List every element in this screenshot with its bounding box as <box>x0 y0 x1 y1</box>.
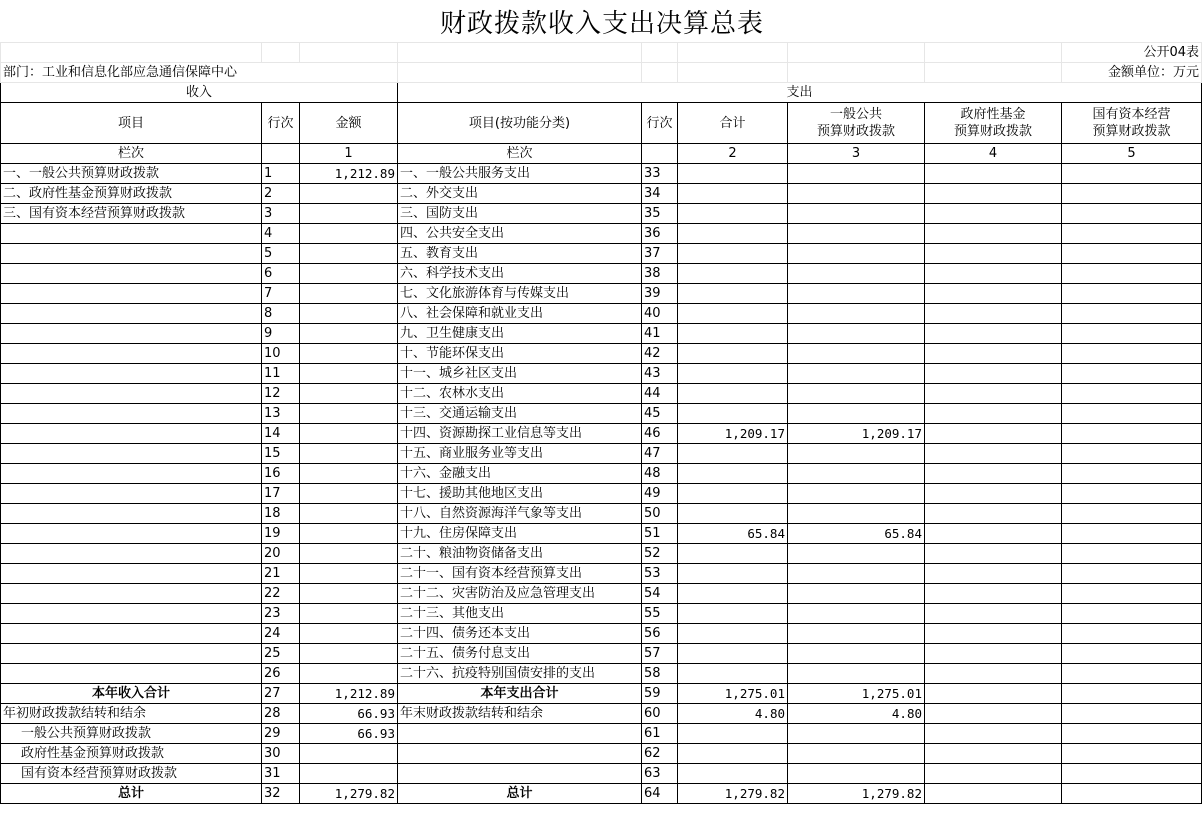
unit-label: 金额单位：万元 <box>1062 63 1202 83</box>
cell-in-amt <box>300 404 398 424</box>
cell-ex-item: 七、文化旅游体育与传媒支出 <box>398 284 642 304</box>
cell-in-amt <box>300 344 398 364</box>
carry-general-row: 一般公共预算财政拨款 29 66.93 61 <box>1 724 1202 744</box>
table-row <box>1 424 1202 444</box>
cell-in-no: 18 <box>262 504 300 524</box>
cell-in-amt <box>300 524 398 544</box>
cell-ex-no: 54 <box>642 584 678 604</box>
cell-in-no: 7 <box>262 284 300 304</box>
cell-ex-no: 35 <box>642 204 678 224</box>
table-row <box>1 464 1202 484</box>
table-row <box>1 164 1202 184</box>
cell-ex-item: 十六、金融支出 <box>398 464 642 484</box>
cell-in-amt <box>300 644 398 664</box>
cell-ex-item: 二、外交支出 <box>398 184 642 204</box>
cell-fund <box>925 644 1062 664</box>
table-row <box>1 624 1202 644</box>
cell-ex-item: 二十二、灾害防治及应急管理支出 <box>398 584 642 604</box>
cell-total <box>678 644 788 664</box>
income-header: 收入 <box>1 83 398 103</box>
cell-in-item <box>1 244 262 264</box>
table-row <box>1 604 1202 624</box>
cell-ex-item: 十七、援助其他地区支出 <box>398 484 642 504</box>
cell-in-amt <box>300 204 398 224</box>
cell-in-item <box>1 544 262 564</box>
cell-in-item <box>1 364 262 384</box>
cell-in-amt <box>300 244 398 264</box>
cell-ex-no: 34 <box>642 184 678 204</box>
cell-ex-no: 39 <box>642 284 678 304</box>
table-row <box>1 564 1202 584</box>
cell-in-no: 20 <box>262 544 300 564</box>
col-item: 项目 <box>1 103 262 144</box>
cell-general <box>788 584 925 604</box>
cell-total <box>678 324 788 344</box>
cell-state <box>1062 624 1202 644</box>
cell-general <box>788 544 925 564</box>
cell-in-no: 8 <box>262 304 300 324</box>
cell-state <box>1062 224 1202 244</box>
cell-ex-item: 二十六、抗疫特别国债安排的支出 <box>398 664 642 684</box>
cell-ex-item: 九、卫生健康支出 <box>398 324 642 344</box>
cell-ex-item: 十一、城乡社区支出 <box>398 364 642 384</box>
cell-state <box>1062 564 1202 584</box>
cell-ex-no: 37 <box>642 244 678 264</box>
cell-in-no: 14 <box>262 424 300 444</box>
cell-state <box>1062 284 1202 304</box>
cell-in-no: 17 <box>262 484 300 504</box>
cell-in-item <box>1 644 262 664</box>
cell-general <box>788 344 925 364</box>
cell-total <box>678 224 788 244</box>
cell-total <box>678 604 788 624</box>
cell-ex-no: 42 <box>642 344 678 364</box>
cell-total <box>678 444 788 464</box>
table-row <box>1 324 1202 344</box>
table-row <box>1 244 1202 264</box>
cell-ex-no: 33 <box>642 164 678 184</box>
cell-ex-no: 46 <box>642 424 678 444</box>
cell-ex-no: 57 <box>642 644 678 664</box>
cell-total <box>678 304 788 324</box>
carry-over-row: 年初财政拨款结转和结余 28 66.93 年末财政拨款结转和结余 60 4.80 4.80 <box>1 704 1202 724</box>
cell-ex-item: 八、社会保障和就业支出 <box>398 304 642 324</box>
cell-ex-no: 44 <box>642 384 678 404</box>
cell-state <box>1062 204 1202 224</box>
col-row-no: 行次 <box>262 103 300 144</box>
cell-in-amt <box>300 564 398 584</box>
cell-ex-item: 四、公共安全支出 <box>398 224 642 244</box>
income-total-row: 本年收入合计 27 1,212.89 本年支出合计 59 1,275.01 1,275.01 <box>1 684 1202 704</box>
cell-ex-item: 十四、资源勘探工业信息等支出 <box>398 424 642 444</box>
table-row <box>1 364 1202 384</box>
cell-in-no: 22 <box>262 584 300 604</box>
cell-in-amt <box>300 384 398 404</box>
cell-in-item <box>1 384 262 404</box>
cell-ex-no: 58 <box>642 664 678 684</box>
cell-in-no: 10 <box>262 344 300 364</box>
table-row <box>1 644 1202 664</box>
col-total: 合计 <box>678 103 788 144</box>
cell-in-no: 1 <box>262 164 300 184</box>
cell-total: 1,209.17 <box>678 424 788 444</box>
cell-total <box>678 244 788 264</box>
cell-in-amt <box>300 444 398 464</box>
cell-ex-item: 三、国防支出 <box>398 204 642 224</box>
cell-fund <box>925 424 1062 444</box>
table-row <box>1 184 1202 204</box>
table-row <box>1 484 1202 504</box>
cell-in-item <box>1 324 262 344</box>
cell-general <box>788 404 925 424</box>
cell-general <box>788 164 925 184</box>
cell-in-item <box>1 604 262 624</box>
cell-in-item <box>1 484 262 504</box>
cell-total <box>678 464 788 484</box>
cell-ex-item: 二十三、其他支出 <box>398 604 642 624</box>
cell-in-item: 三、国有资本经营预算财政拨款 <box>1 204 262 224</box>
cell-in-amt <box>300 664 398 684</box>
cell-in-amt <box>300 464 398 484</box>
cell-in-amt: 1,212.89 <box>300 164 398 184</box>
table-row <box>1 444 1202 464</box>
cell-total <box>678 284 788 304</box>
cell-ex-no: 55 <box>642 604 678 624</box>
cell-ex-no: 49 <box>642 484 678 504</box>
cell-fund <box>925 604 1062 624</box>
col-row-no-2: 行次 <box>642 103 678 144</box>
table-row <box>1 584 1202 604</box>
cell-in-no: 11 <box>262 364 300 384</box>
cell-general <box>788 624 925 644</box>
cell-in-no: 13 <box>262 404 300 424</box>
cell-state <box>1062 604 1202 624</box>
cell-ex-no: 53 <box>642 564 678 584</box>
header-group-row <box>1 83 1202 103</box>
cell-state <box>1062 324 1202 344</box>
cell-ex-item: 一、一般公共服务支出 <box>398 164 642 184</box>
cell-general <box>788 604 925 624</box>
cell-in-item <box>1 664 262 684</box>
cell-in-no: 25 <box>262 644 300 664</box>
column-number-row: 栏次 1 栏次 2 3 4 5 <box>1 144 1202 164</box>
cell-total <box>678 544 788 564</box>
grand-total-row: 总计 32 1,279.82 总计 64 1,279.82 1,279.82 <box>1 784 1202 804</box>
cell-in-no: 3 <box>262 204 300 224</box>
cell-fund <box>925 224 1062 244</box>
table-row <box>1 524 1202 544</box>
cell-in-amt <box>300 504 398 524</box>
cell-general <box>788 304 925 324</box>
cell-in-item <box>1 224 262 244</box>
col-state: 国有资本经营 预算财政拨款 <box>1062 103 1202 144</box>
cell-fund <box>925 504 1062 524</box>
table-row <box>1 264 1202 284</box>
cell-in-item <box>1 284 262 304</box>
cell-general <box>788 644 925 664</box>
cell-fund <box>925 204 1062 224</box>
cell-in-amt <box>300 484 398 504</box>
cell-in-item <box>1 344 262 364</box>
table-row <box>1 344 1202 364</box>
cell-in-amt <box>300 324 398 344</box>
cell-general <box>788 444 925 464</box>
cell-ex-item: 十八、自然资源海洋气象等支出 <box>398 504 642 524</box>
cell-state <box>1062 484 1202 504</box>
cell-ex-no: 40 <box>642 304 678 324</box>
col-fund: 政府性基金 预算财政拨款 <box>925 103 1062 144</box>
cell-in-no: 2 <box>262 184 300 204</box>
table-row <box>1 224 1202 244</box>
budget-table <box>0 42 1202 804</box>
cell-general <box>788 364 925 384</box>
cell-total <box>678 504 788 524</box>
cell-in-no: 6 <box>262 264 300 284</box>
cell-state <box>1062 304 1202 324</box>
cell-fund <box>925 404 1062 424</box>
department-label: 部门：工业和信息化部应急通信保障中心 <box>1 63 398 83</box>
cell-state <box>1062 464 1202 484</box>
cell-ex-no: 41 <box>642 324 678 344</box>
cell-in-item <box>1 444 262 464</box>
cell-in-no: 21 <box>262 564 300 584</box>
cell-fund <box>925 524 1062 544</box>
cell-general: 65.84 <box>788 524 925 544</box>
cell-in-no: 9 <box>262 324 300 344</box>
cell-ex-item: 二十一、国有资本经营预算支出 <box>398 564 642 584</box>
table-row <box>1 304 1202 324</box>
cell-in-item <box>1 404 262 424</box>
cell-fund <box>925 484 1062 504</box>
cell-general <box>788 264 925 284</box>
cell-ex-no: 48 <box>642 464 678 484</box>
cell-fund <box>925 464 1062 484</box>
table-row <box>1 284 1202 304</box>
col-item-func: 项目(按功能分类) <box>398 103 642 144</box>
cell-ex-no: 38 <box>642 264 678 284</box>
cell-fund <box>925 244 1062 264</box>
header-row <box>1 103 1202 144</box>
cell-in-item <box>1 624 262 644</box>
cell-in-no: 5 <box>262 244 300 264</box>
cell-fund <box>925 544 1062 564</box>
table-row <box>1 204 1202 224</box>
cell-general <box>788 384 925 404</box>
cell-general <box>788 664 925 684</box>
blank-row <box>1 43 1202 63</box>
cell-state <box>1062 444 1202 464</box>
cell-ex-no: 50 <box>642 504 678 524</box>
cell-fund <box>925 344 1062 364</box>
cell-ex-no: 56 <box>642 624 678 644</box>
cell-in-no: 16 <box>262 464 300 484</box>
cell-in-item: 二、政府性基金预算财政拨款 <box>1 184 262 204</box>
cell-in-amt <box>300 544 398 564</box>
cell-in-no: 23 <box>262 604 300 624</box>
cell-fund <box>925 444 1062 464</box>
cell-in-amt <box>300 304 398 324</box>
cell-total <box>678 384 788 404</box>
cell-fund <box>925 664 1062 684</box>
cell-fund <box>925 624 1062 644</box>
cell-general <box>788 324 925 344</box>
cell-state <box>1062 364 1202 384</box>
cell-ex-item: 六、科学技术支出 <box>398 264 642 284</box>
cell-in-no: 19 <box>262 524 300 544</box>
cell-fund <box>925 584 1062 604</box>
carry-state-row: 国有资本经营预算财政拨款 31 63 <box>1 764 1202 784</box>
table-row <box>1 384 1202 404</box>
cell-state <box>1062 544 1202 564</box>
cell-state <box>1062 184 1202 204</box>
cell-ex-item: 十五、商业服务业等支出 <box>398 444 642 464</box>
cell-ex-item: 十三、交通运输支出 <box>398 404 642 424</box>
cell-in-item <box>1 304 262 324</box>
cell-general: 1,209.17 <box>788 424 925 444</box>
cell-ex-no: 52 <box>642 544 678 564</box>
cell-total <box>678 624 788 644</box>
cell-general <box>788 504 925 524</box>
cell-fund <box>925 284 1062 304</box>
cell-ex-item: 二十、粮油物资储备支出 <box>398 544 642 564</box>
cell-in-item <box>1 564 262 584</box>
cell-in-item: 一、一般公共预算财政拨款 <box>1 164 262 184</box>
cell-ex-item: 十九、住房保障支出 <box>398 524 642 544</box>
table-row <box>1 404 1202 424</box>
table-row <box>1 664 1202 684</box>
cell-total <box>678 584 788 604</box>
cell-in-item <box>1 424 262 444</box>
cell-fund <box>925 564 1062 584</box>
cell-general <box>788 564 925 584</box>
cell-in-amt <box>300 584 398 604</box>
cell-ex-item: 五、教育支出 <box>398 244 642 264</box>
cell-in-item <box>1 584 262 604</box>
cell-total <box>678 484 788 504</box>
cell-fund <box>925 164 1062 184</box>
cell-state <box>1062 164 1202 184</box>
cell-state <box>1062 344 1202 364</box>
cell-general <box>788 464 925 484</box>
cell-state <box>1062 384 1202 404</box>
cell-in-no: 12 <box>262 384 300 404</box>
cell-ex-no: 36 <box>642 224 678 244</box>
cell-in-amt <box>300 224 398 244</box>
cell-in-item <box>1 504 262 524</box>
cell-in-amt <box>300 284 398 304</box>
cell-state <box>1062 644 1202 664</box>
cell-state <box>1062 424 1202 444</box>
cell-total <box>678 344 788 364</box>
cell-total <box>678 364 788 384</box>
cell-ex-item: 二十五、债务付息支出 <box>398 644 642 664</box>
cell-in-amt <box>300 604 398 624</box>
carry-fund-row: 政府性基金预算财政拨款 30 62 <box>1 744 1202 764</box>
table-row <box>1 504 1202 524</box>
cell-in-no: 4 <box>262 224 300 244</box>
cell-total <box>678 664 788 684</box>
cell-general <box>788 224 925 244</box>
cell-general <box>788 244 925 264</box>
cell-fund <box>925 324 1062 344</box>
meta-row <box>1 63 1202 83</box>
cell-ex-item: 十二、农林水支出 <box>398 384 642 404</box>
cell-state <box>1062 664 1202 684</box>
cell-general <box>788 204 925 224</box>
cell-in-item <box>1 524 262 544</box>
cell-in-amt <box>300 364 398 384</box>
cell-in-amt <box>300 624 398 644</box>
cell-state <box>1062 404 1202 424</box>
cell-total <box>678 204 788 224</box>
cell-in-no: 24 <box>262 624 300 644</box>
cell-ex-no: 47 <box>642 444 678 464</box>
cell-fund <box>925 264 1062 284</box>
cell-total <box>678 184 788 204</box>
cell-total <box>678 164 788 184</box>
cell-ex-no: 43 <box>642 364 678 384</box>
cell-in-no: 15 <box>262 444 300 464</box>
cell-ex-item: 十、节能环保支出 <box>398 344 642 364</box>
cell-general <box>788 484 925 504</box>
cell-total <box>678 264 788 284</box>
cell-general <box>788 284 925 304</box>
cell-fund <box>925 384 1062 404</box>
cell-ex-item: 二十四、债务还本支出 <box>398 624 642 644</box>
expense-header: 支出 <box>398 83 1202 103</box>
form-code: 公开04表 <box>1062 43 1202 63</box>
cell-state <box>1062 504 1202 524</box>
cell-total <box>678 564 788 584</box>
cell-state <box>1062 264 1202 284</box>
cell-in-item <box>1 464 262 484</box>
cell-state <box>1062 584 1202 604</box>
cell-in-amt <box>300 424 398 444</box>
cell-state <box>1062 524 1202 544</box>
table-row <box>1 544 1202 564</box>
cell-total <box>678 404 788 424</box>
cell-in-amt <box>300 184 398 204</box>
page-title: 财政拨款收入支出决算总表 <box>439 9 764 39</box>
col-general: 一般公共 预算财政拨款 <box>788 103 925 144</box>
cell-fund <box>925 364 1062 384</box>
cell-ex-no: 51 <box>642 524 678 544</box>
cell-general <box>788 184 925 204</box>
cell-in-amt <box>300 264 398 284</box>
cell-fund <box>925 304 1062 324</box>
cell-in-item <box>1 264 262 284</box>
cell-ex-no: 45 <box>642 404 678 424</box>
cell-fund <box>925 184 1062 204</box>
cell-total: 65.84 <box>678 524 788 544</box>
col-amount: 金额 <box>300 103 398 144</box>
cell-in-no: 26 <box>262 664 300 684</box>
cell-state <box>1062 244 1202 264</box>
